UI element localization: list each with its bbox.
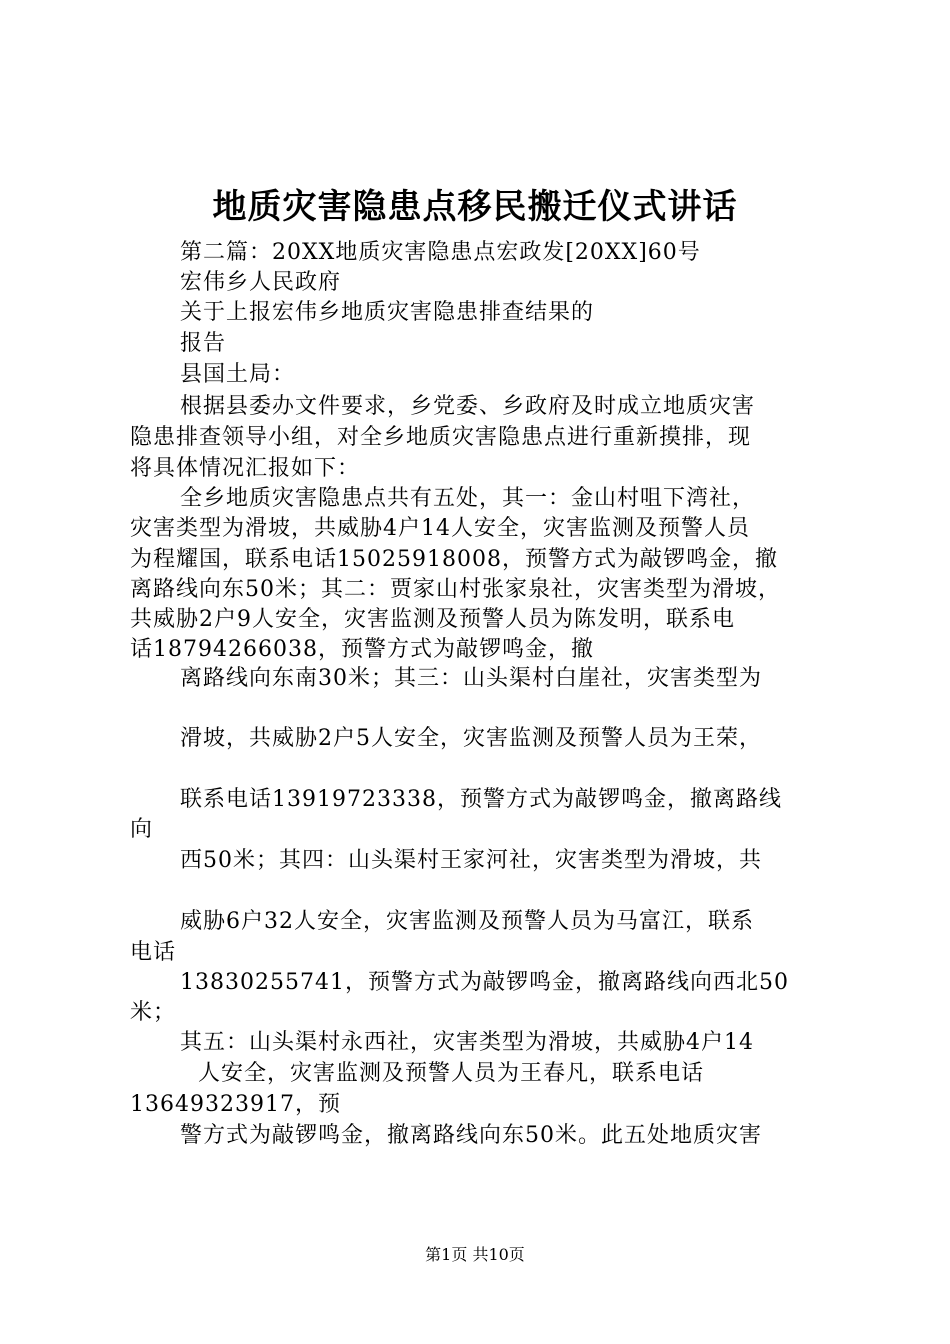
paragraph-line: 向 [130,817,154,842]
paragraph-line: 关于上报宏伟乡地质灾害隐患排查结果的 [180,300,595,325]
paragraph-line: 西50米；其四：山头渠村王家河社，灾害类型为滑坡，共 [180,848,762,873]
paragraph-line: 宏伟乡人民政府 [180,270,342,295]
paragraph-line: 联系电话13919723338，预警方式为敲锣鸣金，撤离路线 [180,787,782,812]
paragraph-line: 13649323917，预 [130,1092,341,1117]
paragraph-line: 威胁6户32人安全，灾害监测及预警人员为马富江，联系 [180,909,754,934]
paragraph-line: 人安全，灾害监测及预警人员为王春凡，联系电话 [198,1061,705,1086]
paragraph-line: 隐患排查领导小组，对全乡地质灾害隐患点进行重新摸排，现 [130,425,752,450]
paragraph-line: 电话 [130,940,177,965]
paragraph-line: 米； [130,1000,177,1025]
paragraph-line: 报告 [180,331,227,356]
paragraph-line: 灾害类型为滑坡，共威胁4户14人安全，灾害监测及预警人员 [130,516,750,541]
paragraph-line: 滑坡，共威胁2户5人安全，灾害监测及预警人员为王荣， [180,726,762,751]
paragraph-line: 为程耀国，联系电话15025918008，预警方式为敲锣鸣金，撤 [130,547,778,572]
paragraph-line: 其五：山头渠村永西社，灾害类型为滑坡，共威胁4户14 [180,1030,754,1055]
paragraph-line: 第二篇：20XX地质灾害隐患点宏政发[20XX]60号 [180,240,701,265]
paragraph-line: 全乡地质灾害隐患点共有五处，其一：金山村咀下湾社， [180,486,756,511]
paragraph-line: 警方式为敲锣鸣金，撤离路线向东50米。此五处地质灾害 [180,1123,762,1148]
paragraph-line: 将具体情况汇报如下： [130,456,361,481]
paragraph-line: 离路线向东南30米；其三：山头渠村白崖社，灾害类型为 [180,666,762,691]
paragraph-line: 县国土局： [180,362,296,387]
paragraph-line: 13830255741，预警方式为敲锣鸣金，撤离路线向西北50 [180,970,789,995]
paragraph-line: 根据县委办文件要求，乡党委、乡政府及时成立地质灾害 [180,394,756,419]
paragraph-line: 共威胁2户9人安全，灾害监测及预警人员为陈发明，联系电 [130,607,735,632]
document-title: 地质灾害隐患点移民搬迁仪式讲话 [212,187,738,227]
paragraph-line: 离路线向东50米；其二：贾家山村张家泉社，灾害类型为滑坡， [130,577,781,602]
paragraph-line: 话18794266038，预警方式为敲锣鸣金，撤 [130,637,594,662]
page-number-footer: 第1页 共10页 [425,1245,525,1264]
